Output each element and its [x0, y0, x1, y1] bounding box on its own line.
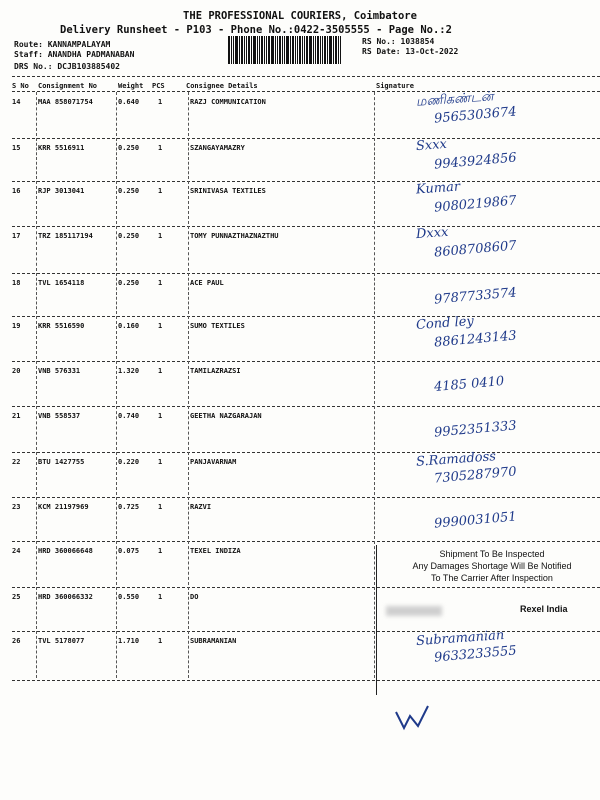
row-21-consignee: GEETHA NAZGARAJAN	[190, 412, 262, 420]
column-separator	[36, 181, 37, 224]
row-20-consignee: TAMILAZRAZSI	[190, 367, 241, 375]
column-separator	[36, 541, 37, 585]
signature-phone: 7305287970	[433, 464, 518, 487]
row-16-cons: RJP 3013041	[38, 187, 85, 195]
barcode-bar	[299, 36, 301, 64]
staff-label: Staff:	[14, 50, 43, 59]
stamp-brand: Rexel India	[520, 604, 568, 614]
company-title: THE PROFESSIONAL COURIERS, Coimbatore	[183, 10, 417, 22]
column-separator	[36, 92, 37, 136]
column-separator	[36, 316, 37, 359]
barcode-bar	[271, 36, 274, 64]
barcode-bar	[315, 36, 316, 64]
row-26-pcs: 1	[158, 637, 163, 645]
barcode-bar	[327, 36, 328, 64]
barcode-bar	[241, 36, 243, 64]
row-17-sno: 17	[12, 232, 21, 240]
column-separator	[374, 273, 375, 314]
barcode-bar	[235, 36, 238, 64]
signature-phone: 9565303674	[433, 104, 518, 127]
row-16-weight: 0.250	[118, 187, 140, 195]
row-22-pcs: 1	[158, 458, 163, 466]
signature-phone: 9952351333	[433, 418, 518, 441]
column-separator	[188, 273, 189, 314]
column-separator	[116, 541, 117, 585]
column-separator	[188, 497, 189, 539]
rs-no-label: RS No.:	[362, 37, 396, 46]
signature-phone: 9787733574	[433, 285, 518, 308]
inspection-stamp	[392, 548, 592, 584]
column-separator	[374, 406, 375, 450]
column-separator	[116, 181, 117, 224]
row-18-pcs: 1	[158, 279, 163, 287]
signature-phone: 9080219867	[433, 193, 518, 216]
column-separator	[116, 226, 117, 271]
column-separator	[116, 452, 117, 495]
row-20-signature	[376, 361, 591, 411]
column-separator	[116, 406, 117, 450]
signature-name: Dxxx	[415, 224, 449, 243]
column-separator	[374, 452, 375, 495]
row-20-cons: VNB 576331	[38, 367, 81, 375]
barcode-bar	[295, 36, 296, 64]
barcode-bar	[244, 36, 245, 64]
col-consignee: Consignee Details	[186, 82, 258, 90]
column-separator	[374, 587, 375, 629]
row-22-cons: BTU 1427755	[38, 458, 85, 466]
signature-name: S.Ramadoss	[415, 449, 497, 470]
barcode-bar	[306, 36, 308, 64]
row-18-weight: 0.250	[118, 279, 140, 287]
signature-name: Subramanian	[415, 627, 505, 650]
row-24-weight: 0.075	[118, 547, 140, 555]
column-separator	[116, 587, 117, 629]
barcode-bar	[317, 36, 319, 64]
row-23-signature	[376, 497, 591, 547]
signature-name: மணிகண்டன்	[415, 89, 495, 110]
barcode-bar	[253, 36, 256, 64]
row-17-cons: TRZ 185117194	[38, 232, 93, 240]
barcode-bar	[261, 36, 263, 64]
barcode-bar	[329, 36, 332, 64]
row-20-pcs: 1	[158, 367, 163, 375]
drs-label: DRS No.:	[14, 62, 53, 71]
row-26-weight: 1.710	[118, 637, 140, 645]
row-18-consignee: ACE PAUL	[190, 279, 224, 287]
row-25-weight: 0.550	[118, 593, 140, 601]
column-separator	[116, 92, 117, 136]
row-19-signature	[376, 316, 591, 366]
column-separator	[36, 587, 37, 629]
row-23-weight: 0.725	[118, 503, 140, 511]
barcode-bar	[290, 36, 291, 64]
column-separator	[116, 497, 117, 539]
barcode-bar	[266, 36, 267, 64]
column-separator	[188, 181, 189, 224]
column-separator	[188, 406, 189, 450]
signature-phone: 8861243143	[433, 328, 518, 351]
column-separator	[116, 361, 117, 404]
barcode-bar	[239, 36, 240, 64]
signature-phone: 9633233555	[433, 643, 518, 666]
barcode-bar	[338, 36, 339, 64]
row-17-pcs: 1	[158, 232, 163, 240]
row-15-weight: 0.250	[118, 144, 140, 152]
column-separator	[36, 226, 37, 271]
row-14-pcs: 1	[158, 98, 163, 106]
column-separator	[188, 361, 189, 404]
row-19-pcs: 1	[158, 322, 163, 330]
row-20-sno: 20	[12, 367, 21, 375]
stamp-line-3: To The Carrier After Inspection	[431, 573, 553, 583]
barcode-bar	[257, 36, 258, 64]
signature-name: Kumar	[415, 179, 461, 198]
barcode-bar	[313, 36, 314, 64]
row-14-weight: 0.640	[118, 98, 140, 106]
barcode-bar	[233, 36, 234, 64]
column-separator	[374, 497, 375, 539]
table-top-rule	[12, 76, 600, 77]
row-24-pcs: 1	[158, 547, 163, 555]
column-separator	[116, 631, 117, 678]
bottom-scribble	[392, 704, 432, 734]
column-separator	[374, 316, 375, 359]
col-sno: S No	[12, 82, 29, 90]
row-24-consignee: TEXEL INDIZA	[190, 547, 241, 555]
barcode-bar	[309, 36, 312, 64]
column-separator	[36, 497, 37, 539]
rs-date-label: RS Date:	[362, 47, 401, 56]
row-25-consignee: DO	[190, 593, 199, 601]
rs-no-line	[362, 37, 434, 46]
barcode-bar	[302, 36, 303, 64]
row-23-consignee: RAZVI	[190, 503, 212, 511]
barcode-bar	[340, 36, 341, 64]
row-23-sno: 23	[12, 503, 21, 511]
row-18-cons: TVL 1654118	[38, 279, 85, 287]
staff-line	[14, 50, 134, 59]
signature-name: Cond ley	[415, 314, 475, 333]
row-25-sno: 25	[12, 593, 21, 601]
row-19-sno: 19	[12, 322, 21, 330]
row-22-sno: 22	[12, 458, 21, 466]
barcode-bar	[259, 36, 260, 64]
row-22-signature	[376, 449, 591, 502]
route-label: Route:	[14, 40, 43, 49]
column-separator	[374, 541, 375, 585]
barcode-bar	[248, 36, 250, 64]
column-separator	[36, 452, 37, 495]
row-16-sno: 16	[12, 187, 21, 195]
row-24-sno: 24	[12, 547, 21, 555]
barcode-bar	[286, 36, 289, 64]
barcode-bar	[292, 36, 294, 64]
row-26-cons: TVL 5178077	[38, 637, 85, 645]
stamp-smudge	[386, 606, 442, 616]
barcode-bar	[297, 36, 298, 64]
barcode-bar	[284, 36, 285, 64]
stamp-line-1: Shipment To Be Inspected	[439, 549, 545, 559]
barcode-bar	[320, 36, 321, 64]
row-22-consignee: PANJAVARNAM	[190, 458, 237, 466]
barcode-bar	[275, 36, 276, 64]
barcode-bar	[231, 36, 232, 64]
col-pcs: PCS	[152, 82, 165, 90]
barcode-bar	[282, 36, 283, 64]
column-separator	[188, 138, 189, 179]
signature-phone: 8608708607	[433, 238, 518, 261]
row-23-cons: KCM 21197969	[38, 503, 89, 511]
col-signature: Signature	[376, 82, 414, 90]
barcode-bar	[279, 36, 281, 64]
barcode-bar	[322, 36, 323, 64]
row-15-pcs: 1	[158, 144, 163, 152]
barcode-bar	[264, 36, 265, 64]
column-separator	[116, 316, 117, 359]
col-weight: Weight	[118, 82, 144, 90]
row-16-consignee: SRINIVASA TEXTILES	[190, 187, 266, 195]
signature-phone: 9990031051	[433, 509, 518, 532]
column-separator	[116, 273, 117, 314]
row-14-cons: MAA 858071754	[38, 98, 93, 106]
barcode-bar	[251, 36, 252, 64]
row-22-weight: 0.220	[118, 458, 140, 466]
barcode-bar	[268, 36, 270, 64]
barcode	[228, 36, 354, 64]
route-line	[14, 40, 110, 49]
row-14-signature	[376, 89, 591, 142]
route-value: KANNAMPALAYAM	[47, 40, 111, 49]
row-17-signature	[376, 226, 591, 276]
row-25-cons: HRD 360066332	[38, 593, 93, 601]
row-15-cons: KRR 5516911	[38, 144, 85, 152]
signature-phone: 4185 0410	[433, 373, 505, 396]
runsheet-subtitle: Delivery Runsheet - P103 - Phone No.:0422-3505555 - Page No.:2	[60, 24, 452, 36]
column-separator	[188, 631, 189, 678]
column-separator	[188, 587, 189, 629]
column-separator	[374, 138, 375, 179]
row-15-sno: 15	[12, 144, 21, 152]
rs-no-value: 1038854	[400, 37, 435, 46]
drs-line	[14, 62, 120, 71]
barcode-bar	[304, 36, 305, 64]
row-21-sno: 21	[12, 412, 21, 420]
row-16-signature	[376, 181, 591, 231]
drs-value: DCJB103885402	[57, 62, 120, 71]
barcode-bar	[335, 36, 337, 64]
column-separator	[188, 452, 189, 495]
row-19-cons: KRR 5516590	[38, 322, 85, 330]
row-16-pcs: 1	[158, 187, 163, 195]
row-19-weight: 0.160	[118, 322, 140, 330]
staff-value: ANANDHA PADMANABAN	[47, 50, 135, 59]
column-separator	[374, 631, 375, 678]
barcode-bar	[228, 36, 230, 64]
signature-name: Sxxx	[415, 136, 448, 155]
column-separator	[36, 273, 37, 314]
barcode-bar	[324, 36, 326, 64]
row-17-weight: 0.250	[118, 232, 140, 240]
row-21-pcs: 1	[158, 412, 163, 420]
barcode-bar	[277, 36, 278, 64]
row-20-weight: 1.320	[118, 367, 140, 375]
row-15-consignee: SZANGAYAMAZRY	[190, 144, 245, 152]
row-14-sno: 14	[12, 98, 21, 106]
column-separator	[374, 361, 375, 404]
column-separator	[36, 361, 37, 404]
rs-date-value: 13-Oct-2022	[405, 47, 459, 56]
stamp-line-2: Any Damages Shortage Will Be Notified	[412, 561, 572, 571]
row-19-consignee: SUMO TEXTILES	[190, 322, 245, 330]
column-separator	[36, 406, 37, 450]
column-separator	[36, 138, 37, 179]
column-separator	[188, 226, 189, 271]
row-21-cons: VNB 558537	[38, 412, 81, 420]
col-consignment: Consignment No	[38, 82, 98, 90]
row-17-consignee: TOMY PUNNAZTHAZNAZTHU	[190, 232, 279, 240]
column-separator	[374, 92, 375, 136]
row-21-signature	[376, 406, 591, 456]
barcode-bar	[333, 36, 334, 64]
row-21-weight: 0.740	[118, 412, 140, 420]
row-25-pcs: 1	[158, 593, 163, 601]
column-separator	[188, 541, 189, 585]
row-26-consignee: SUBRAMANIAN	[190, 637, 237, 645]
column-separator	[188, 92, 189, 136]
row-26-sno: 26	[12, 637, 21, 645]
column-separator	[188, 316, 189, 359]
row-23-pcs: 1	[158, 503, 163, 511]
column-separator	[116, 138, 117, 179]
row-14-consignee: RAZJ COMMUNICATION	[190, 98, 266, 106]
column-separator	[36, 631, 37, 678]
column-separator	[374, 226, 375, 271]
signature-phone: 9943924856	[433, 150, 518, 173]
rs-date-line	[362, 47, 458, 56]
row-24-cons: HRD 360066648	[38, 547, 93, 555]
row-18-sno: 18	[12, 279, 21, 287]
barcode-bar	[246, 36, 247, 64]
column-separator	[374, 181, 375, 224]
